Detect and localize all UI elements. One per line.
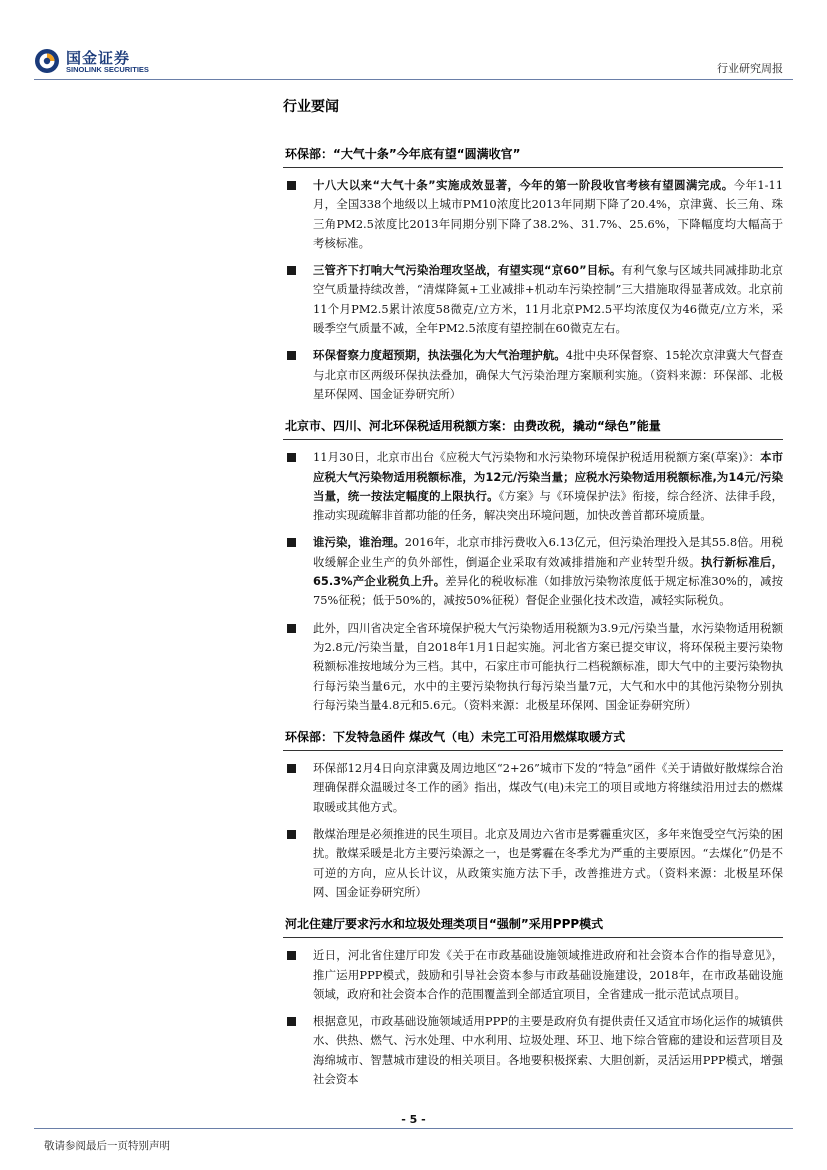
news-heading: 北京市、四川、河北环保税适用税额方案：由费改税，撬动“绿色”能量 [283, 412, 783, 440]
sinolink-logo-icon [34, 48, 60, 74]
page-number: - 5 - [401, 1113, 426, 1126]
square-bullet-icon [287, 351, 296, 360]
bullet-text: 三管齐下打响大气污染治理攻坚战，有望实现“京60”目标。有利气象与区域共同减排助北京空气质量持续改善，“清煤降氮+工业减排+机动车污染控制”三大措施取得显著成效。北京前11个月PM2.5累计浓度58微克/立方米，11月北京PM2.5平均浓度仅为46微克/立方米，采暖季空气质量不减，全年PM2.5浓度有望控制在60微克左右。 [313, 263, 783, 336]
news-item [283, 140, 783, 404]
logo-chinese-name: 国金证券 [66, 49, 131, 67]
square-bullet-icon [287, 538, 296, 547]
news-heading: 环保部：下发特急函件 煤改气（电）未完工可沿用燃煤取暖方式 [283, 723, 783, 751]
company-logo [34, 46, 174, 78]
square-bullet-icon [287, 453, 296, 462]
bullet-item [283, 176, 783, 253]
bullet-text: 谁污染，谁治理。2016年，北京市排污费收入6.13亿元，但污染治理投入是其55.8倍。用税收缓解企业生产的负外部性，倒逼企业采取有效减排措施和产业转型升级。执行新标准后，65.3%产企业税负上升。差异化的税收标准（如排放污染物浓度低于规定标准30%的，减按75%征税；低于50%的，减按50%征税）督促企业强化技术改造，减轻实际税负。 [313, 535, 783, 608]
bullet-item [283, 825, 783, 902]
bullet-text: 环保督察力度超预期，执法强化为大气治理护航。4批中央环保督察、15轮次京津冀大气督查与北京市区两级环保执法叠加，确保大气污染治理方案顺利实施。（资料来源：环保部、北极星环保网、国金证券研究所） [313, 348, 783, 401]
logo-english-name: SINOLINK SECURITIES [66, 65, 149, 74]
square-bullet-icon [287, 181, 296, 190]
report-type-label: 行业研究周报 [717, 62, 783, 75]
news-heading: 河北住建厅要求污水和垃圾处理类项目“强制”采用PPP模式 [283, 910, 783, 938]
bullet-text: 根据意见，市政基础设施领域适用PPP的主要是政府负有提供责任又适宜市场化运作的城镇供水、供热、燃气、污水处理、中水利用、垃圾处理、环卫、地下综合管廊的建设和运营项目及海绵城市、智慧城市建设的相关项目。各地要积极探索、大胆创新，灵活运用PPP模式，增强社会资本 [313, 1014, 783, 1086]
bullet-item [283, 619, 783, 715]
news-item [283, 910, 783, 1089]
bullet-text: 此外，四川省决定全省环境保护税大气污染物适用税额为3.9元/污染当量，水污染物适用税额为2.8元/污染当量，自2018年1月1日起实施。河北省方案已提交审议，将环保税主要污染物税额标准按地域分为三档。其中，石家庄市可能执行二档税额标准，即大气中的主要污染物执行每污染当量6元，水中的主要污染物执行每污染当量7元，大气和水中的其他污染物分别执行每污染当量4.8元和5.6元。（资料来源：北极星环保网、国金证券研究所） [313, 620, 783, 712]
news-item [283, 723, 783, 902]
bullet-text: 环保部12月4日向京津冀及周边地区“2+26”城市下发的“特急”函件《关于请做好散煤综合治理确保群众温暖过冬工作的函》指出，煤改气(电)未完工的项目或地方将继续沿用过去的燃煤取暖或其他方式。 [313, 761, 783, 814]
bullet-text: 十八大以来“大气十条”实施成效显著，今年的第一阶段收官考核有望圆满完成。今年1-11月，全国338个地级以上城市PM10浓度比2013年同期下降了20.4%，京津冀、长三角、珠三角PM2.5浓度比2013年同期分别下降了38.2%、31.7%、25.6%，下降幅度均大幅高于考核标准。 [313, 178, 784, 250]
section-title: 行业要闻 [283, 99, 339, 115]
bullet-item [283, 1012, 783, 1089]
bullet-item [283, 946, 783, 1004]
main-content [283, 96, 783, 1097]
footer-disclaimer: 敬请参阅最后一页特别声明 [44, 1140, 170, 1152]
square-bullet-icon [287, 830, 296, 839]
footer-divider [34, 1128, 793, 1129]
bullet-item [283, 448, 783, 525]
square-bullet-icon [287, 266, 296, 275]
square-bullet-icon [287, 624, 296, 633]
bullet-item [283, 346, 783, 404]
square-bullet-icon [287, 951, 296, 960]
square-bullet-icon [287, 1017, 296, 1026]
bullet-text: 11月30日，北京市出台《应税大气污染物和水污染物环境保护税适用税额方案(草案)》：本市应税大气污染物适用税额标准，为12元/污染当量；应税水污染物适用税额标准,为14元/污染当量，统一按法定幅度的上限执行。《方案》与《环境保护法》衔接，综合经济、法律手段，推动实现疏解非首都功能的任务，解决突出环境问题，加快改善首都环境质量。 [313, 450, 783, 523]
news-item [283, 412, 783, 715]
news-heading: 环保部：“大气十条”今年底有望“圆满收官” [283, 140, 783, 168]
bullet-item [283, 759, 783, 817]
square-bullet-icon [287, 764, 296, 773]
bullet-item [283, 533, 783, 610]
bullet-text: 散煤治理是必须推进的民生项目。北京及周边六省市是雾霾重灾区，多年来饱受空气污染的困扰。散煤采暖是北方主要污染源之一，也是雾霾在冬季尤为严重的主要原因。“去煤化”仍是不可逆的方向，应从长计议，从政策实施方法下手，改善推进方式。（资料来源：北极星环保网、国金证券研究所） [313, 827, 783, 899]
page-header [0, 0, 827, 82]
bullet-text: 近日，河北省住建厅印发《关于在市政基础设施领域推进政府和社会资本合作的指导意见》，推广运用PPP模式，鼓励和引导社会资本参与市政基础设施建设，2018年，在市政基础设施领域，政府和社会资本合作的范围覆盖到全部适宜项目，全省建成一批示范试点项目。 [313, 948, 783, 1001]
bullet-item [283, 261, 783, 338]
header-divider [34, 79, 793, 80]
